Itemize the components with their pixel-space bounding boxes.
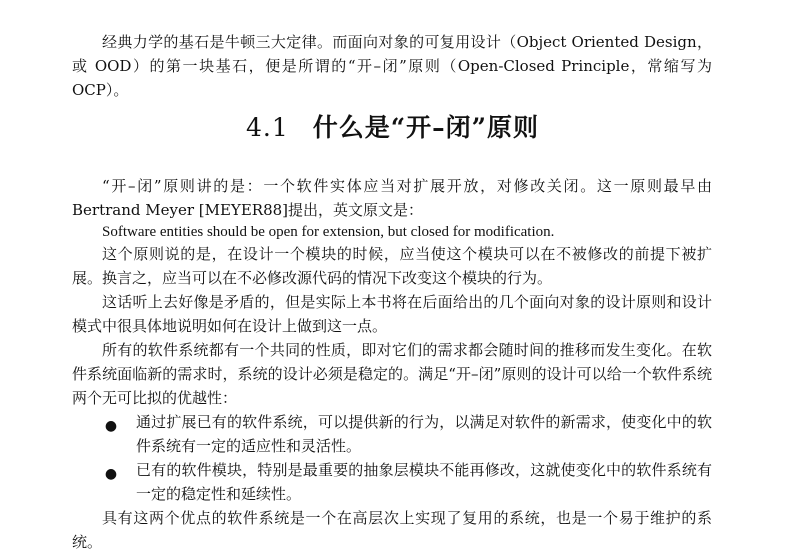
section-title: 什么是“开–闭”原则 — [312, 113, 540, 142]
paragraph-conclusion: 具有这两个优点的软件系统是一个在高层次上实现了复用的系统，也是一个易于维护的系统。 — [72, 509, 712, 551]
section-number: 4.1 — [245, 113, 289, 142]
paragraph-advantages: 所有的软件系统都有一个共同的性质，即对它们的需求都会随时间的推移而发生变化。在软件系统面临新的需求时，系统的设计必须是稳定的。满足“开–闭”原则的设计可以给一个软件系统两个无可比拟的优越性： — [72, 341, 712, 407]
english-quote: Software entities should be open for extension, but closed for modification. — [102, 224, 555, 240]
bullet-icon: ● — [104, 418, 118, 434]
paragraph-contradiction: 这话听上去好像是矛盾的，但是实际上本书将在后面给出的几个面向对象的设计原则和设计模式中很具体地说明如何在设计上做到这一点。 — [72, 293, 712, 335]
bullet-item — [72, 410, 712, 458]
bullet-text: 通过扩展已有的软件系统，可以提供新的行为，以满足对软件的新需求，使变化中的软件系统有一定的适应性和灵活性。 — [136, 413, 712, 455]
bullet-text: 已有的软件模块，特别是最重要的抽象层模块不能再修改，这就使变化中的软件系统有一定的稳定性和延续性。 — [136, 461, 712, 503]
paragraph-definition: “开–闭”原则讲的是：一个软件实体应当对扩展开放，对修改关闭。这一原则最早由 Bertrand Meyer [MEYER88]提出，英文原文是： — [72, 177, 712, 219]
bullet-icon: ● — [104, 466, 118, 482]
intro-paragraph: 经典力学的基石是牛顿三大定律。而面向对象的可复用设计（Object Oriented Design，或 OOD）的第一块基石，便是所谓的“开–闭”原则（Open-Closed Principle，常缩写为 OCP）。 — [72, 33, 712, 99]
section-heading — [0, 108, 785, 144]
paragraph-explanation: 这个原则说的是，在设计一个模块的时候，应当使这个模块可以在不被修改的前提下被扩展。换言之，应当可以在不必修改源代码的情况下改变这个模块的行为。 — [72, 245, 712, 287]
bullet-item — [72, 458, 712, 506]
